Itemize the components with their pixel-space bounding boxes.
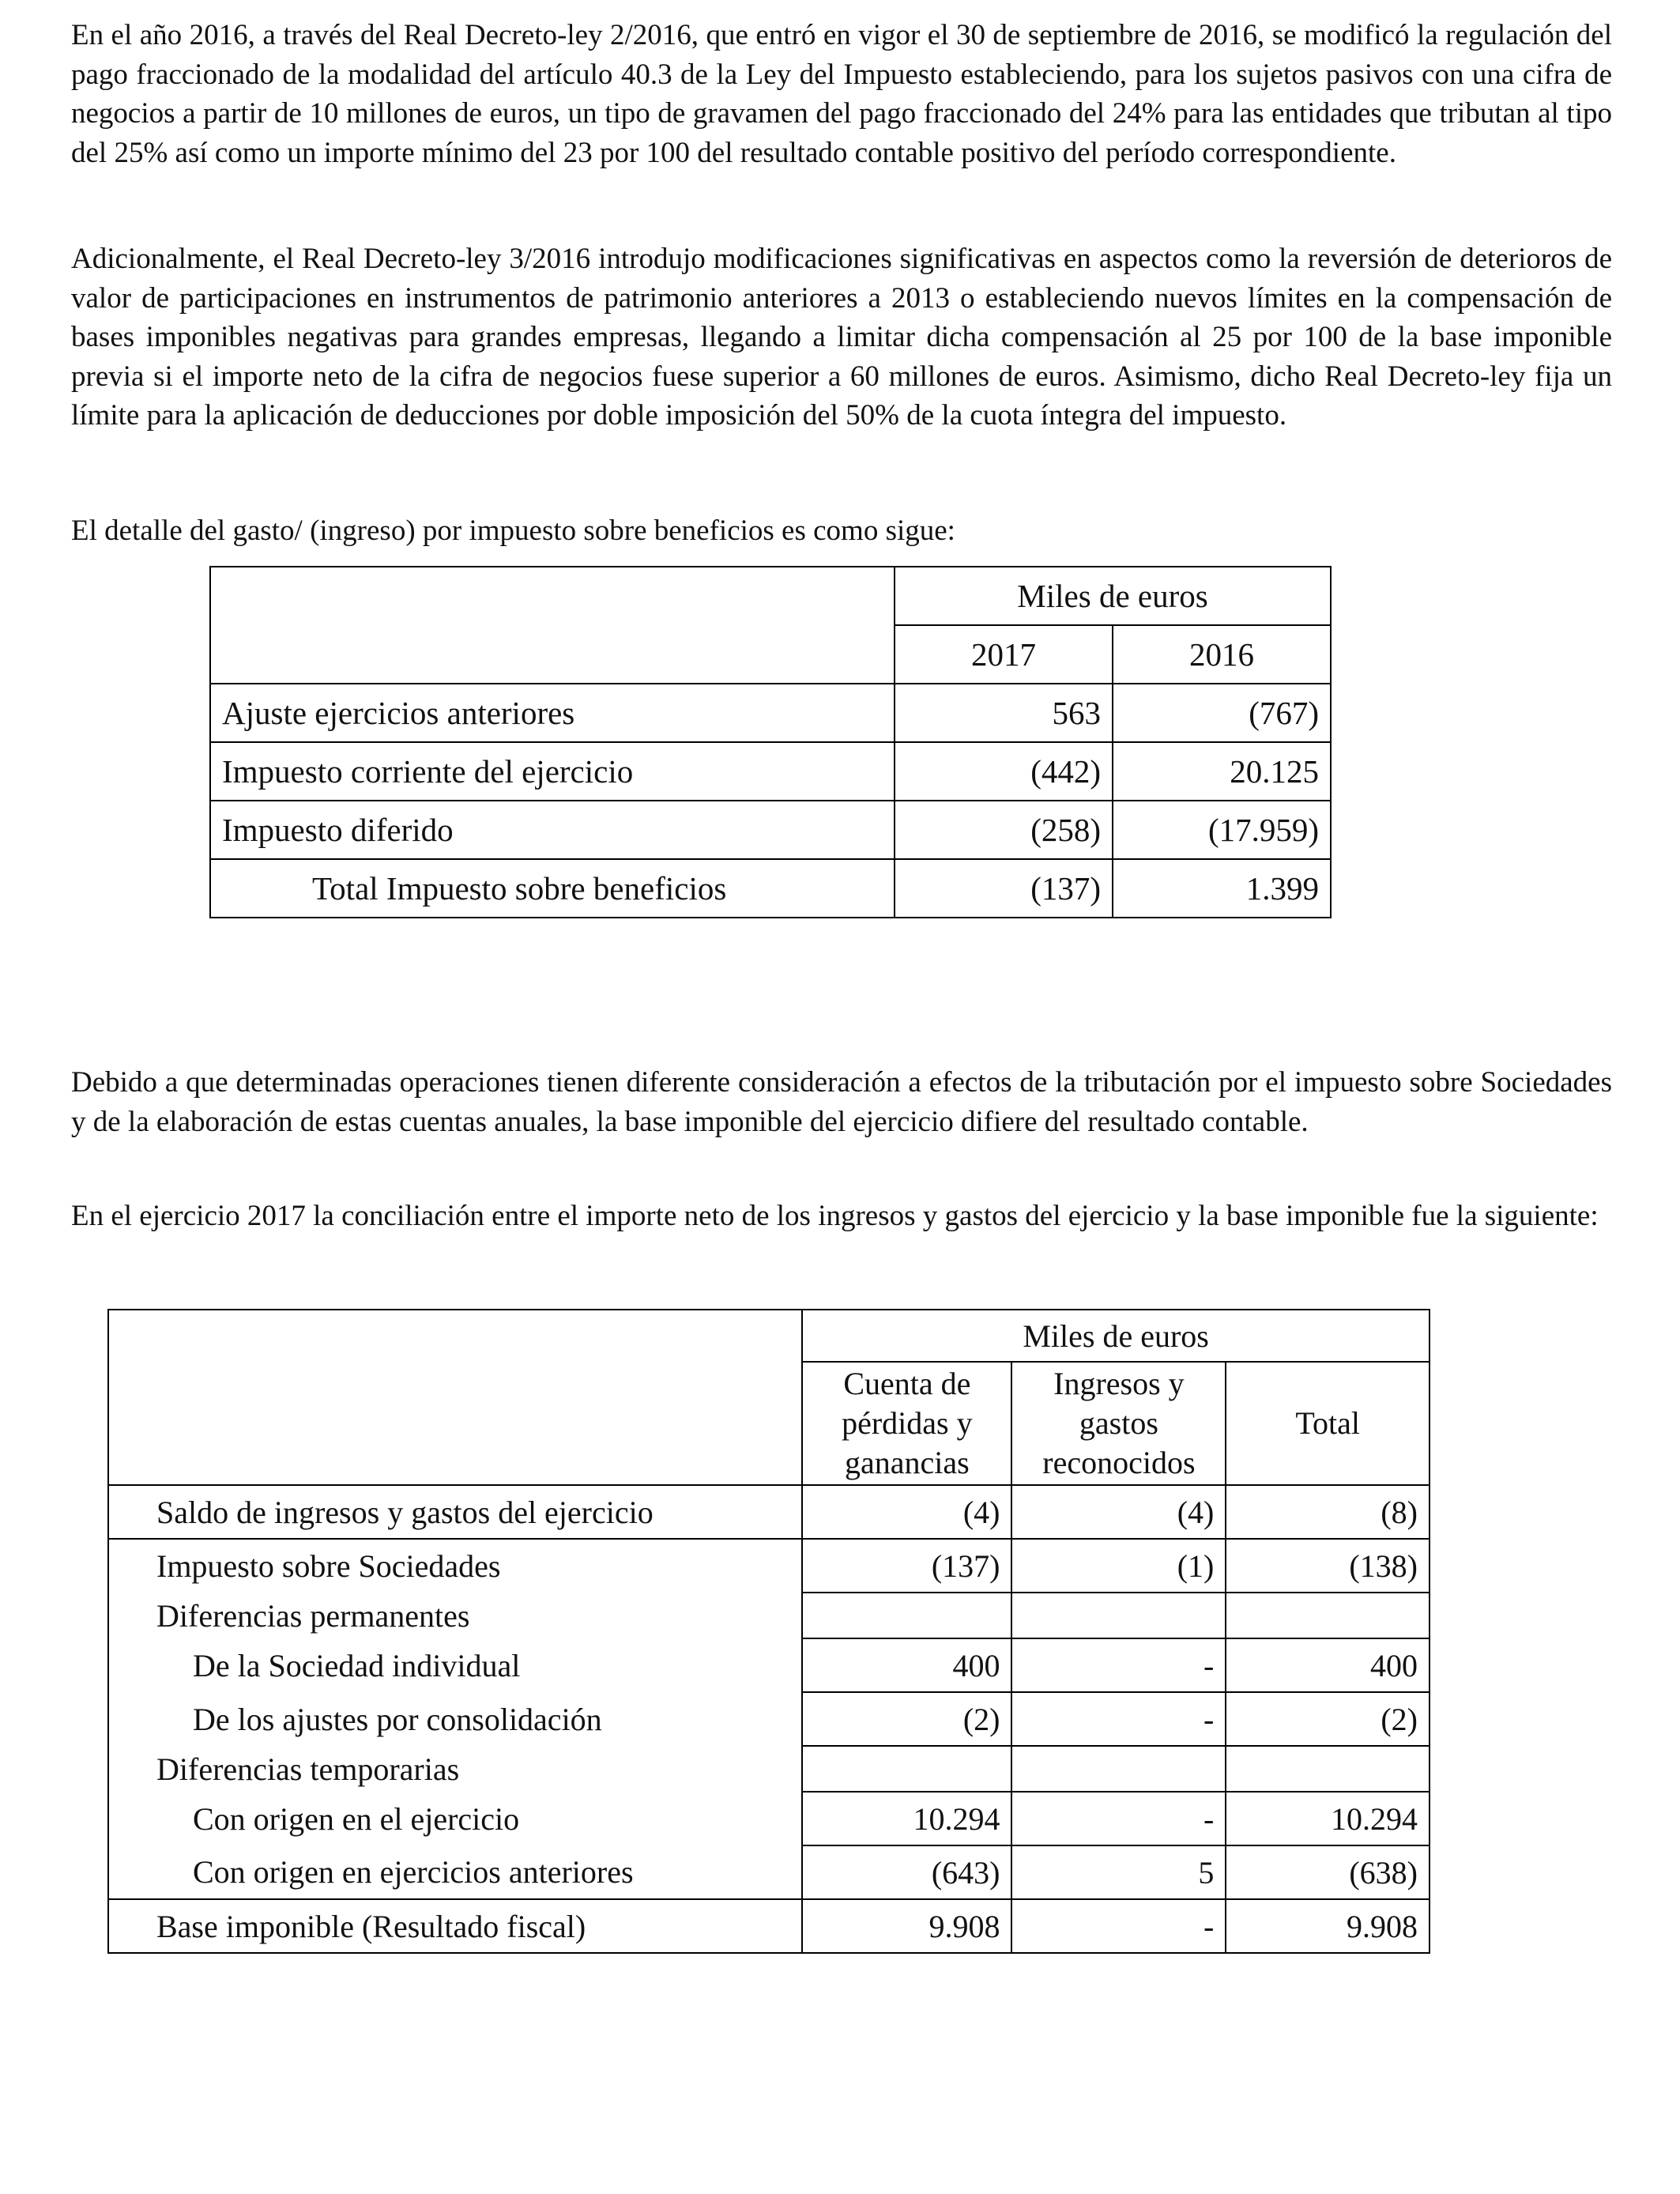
row-label: Impuesto corriente del ejercicio — [210, 742, 895, 801]
value-2017: (442) — [895, 742, 1113, 801]
tax-base-reconciliation-table — [107, 1309, 1430, 1954]
value-profit-loss: (643) — [802, 1845, 1011, 1899]
section-label: Diferencias permanentes — [108, 1593, 802, 1638]
col-header-profit-loss — [802, 1362, 1011, 1485]
table-row — [210, 801, 1331, 859]
table-row — [108, 1845, 1430, 1899]
value-profit-loss: 400 — [802, 1638, 1011, 1692]
value-total: 9.908 — [1226, 1899, 1430, 1953]
total-label: Total Impuesto sobre beneficios — [210, 859, 895, 918]
table-row — [108, 1485, 1430, 1539]
empty-cell — [1226, 1746, 1430, 1792]
paragraph-rdl-3-2016: Adicionalmente, el Real Decreto-ley 3/2016 introdujo modificaciones significativas en aspectos como la reversión de deterioros de valor de participaciones en instrumentos de patrimonio anteriores a 2013 o estableciendo nuevos límites en la compensación de bases imponibles negativas para grandes empresas, llegando a limitar dicha compensación al 25 por 100 de la base imponible previa si el importe neto de la cifra de negocios fuese superior a 60 millones de euros. Asimismo, dicho Real Decreto-ley fija un límite para la aplicación de deducciones por doble imposición del 50% de la cuota íntegra del impuesto. — [71, 243, 1612, 432]
col-header-total: Total — [1226, 1362, 1430, 1485]
row-label: Impuesto sobre Sociedades — [108, 1539, 802, 1593]
total-row — [210, 859, 1331, 918]
empty-cell — [802, 1593, 1011, 1638]
section-row — [108, 1593, 1430, 1638]
empty-cell — [1226, 1593, 1430, 1638]
header-line: reconocidos — [1042, 1445, 1196, 1480]
value-recognized-income: - — [1011, 1792, 1226, 1845]
header-line: Cuenta de — [843, 1366, 971, 1401]
row-label: Base imponible (Resultado fiscal) — [108, 1899, 802, 1953]
value-2017: 563 — [895, 684, 1113, 742]
tax-expense-table — [209, 566, 1332, 918]
table-row — [108, 1539, 1430, 1593]
table-row — [108, 1638, 1430, 1692]
value-profit-loss: (2) — [802, 1692, 1011, 1746]
table-row — [210, 684, 1331, 742]
col-header-recognized-income — [1011, 1362, 1226, 1485]
total-row — [108, 1899, 1430, 1953]
row-label: De los ajustes por consolidación — [108, 1692, 802, 1746]
paragraph-tax-detail-intro: El detalle del gasto/ (ingreso) por impuesto sobre beneficios es como sigue: — [71, 515, 955, 547]
unit-header: Miles de euros — [802, 1310, 1430, 1362]
empty-cell — [802, 1746, 1011, 1792]
header-line: pérdidas y — [842, 1405, 973, 1441]
table-row — [210, 742, 1331, 801]
empty-header-cell — [108, 1310, 802, 1485]
unit-header: Miles de euros — [895, 567, 1331, 625]
value-total: (2) — [1226, 1692, 1430, 1746]
value-profit-loss: (4) — [802, 1485, 1011, 1539]
table-row — [108, 1792, 1430, 1845]
year-header-2016: 2016 — [1113, 625, 1331, 684]
header-line: Ingresos y — [1053, 1366, 1185, 1401]
paragraph-reconciliation-intro: En el ejercicio 2017 la conciliación entre el importe neto de los ingresos y gastos del ejercicio y la base imponible fue la siguiente: — [71, 1200, 1599, 1232]
row-label: Saldo de ingresos y gastos del ejercicio — [108, 1485, 802, 1539]
value-total: (8) — [1226, 1485, 1430, 1539]
value-2017: (258) — [895, 801, 1113, 859]
section-row — [108, 1746, 1430, 1792]
value-profit-loss: 10.294 — [802, 1792, 1011, 1845]
row-label: Ajuste ejercicios anteriores — [210, 684, 895, 742]
header-line: ganancias — [845, 1445, 970, 1480]
value-2016: 20.125 — [1113, 742, 1331, 801]
empty-header-cell — [210, 567, 895, 684]
paragraph-rdl-2-2016: En el año 2016, a través del Real Decreto-ley 2/2016, que entró en vigor el 30 de septiembre de 2016, se modificó la regulación del pago fraccionado de la modalidad del artículo 40.3 de la Ley del Impuesto estableciendo, para los sujetos pasivos con una cifra de negocios a partir de 10 millones de euros, un tipo de gravamen del pago fraccionado del 24% para las entidades que tributan al tipo del 25% así como un importe mínimo del 23 por 100 del resultado contable positivo del período correspondiente. — [71, 19, 1612, 169]
value-total: 400 — [1226, 1638, 1430, 1692]
value-total: 10.294 — [1226, 1792, 1430, 1845]
value-profit-loss: 9.908 — [802, 1899, 1011, 1953]
row-label: Impuesto diferido — [210, 801, 895, 859]
row-label: Con origen en el ejercicio — [108, 1792, 802, 1845]
value-recognized-income: - — [1011, 1638, 1226, 1692]
row-label: Con origen en ejercicios anteriores — [108, 1845, 802, 1899]
total-2017: (137) — [895, 859, 1113, 918]
row-label: De la Sociedad individual — [108, 1638, 802, 1692]
value-total: (138) — [1226, 1539, 1430, 1593]
value-2016: (17.959) — [1113, 801, 1331, 859]
value-recognized-income: (4) — [1011, 1485, 1226, 1539]
value-total: (638) — [1226, 1845, 1430, 1899]
value-recognized-income: - — [1011, 1899, 1226, 1953]
empty-cell — [1011, 1593, 1226, 1638]
value-recognized-income: - — [1011, 1692, 1226, 1746]
paragraph-tax-base-difference: Debido a que determinadas operaciones tienen diferente consideración a efectos de la tributación por el impuesto sobre Sociedades y de la elaboración de estas cuentas anuales, la base imponible del ejercicio difiere del resultado contable. — [71, 1066, 1612, 1138]
value-recognized-income: (1) — [1011, 1539, 1226, 1593]
year-header-2017: 2017 — [895, 625, 1113, 684]
total-2016: 1.399 — [1113, 859, 1331, 918]
value-2016: (767) — [1113, 684, 1331, 742]
empty-cell — [1011, 1746, 1226, 1792]
table-row — [108, 1692, 1430, 1746]
section-label: Diferencias temporarias — [108, 1746, 802, 1792]
value-recognized-income: 5 — [1011, 1845, 1226, 1899]
header-line: gastos — [1079, 1405, 1158, 1441]
value-profit-loss: (137) — [802, 1539, 1011, 1593]
